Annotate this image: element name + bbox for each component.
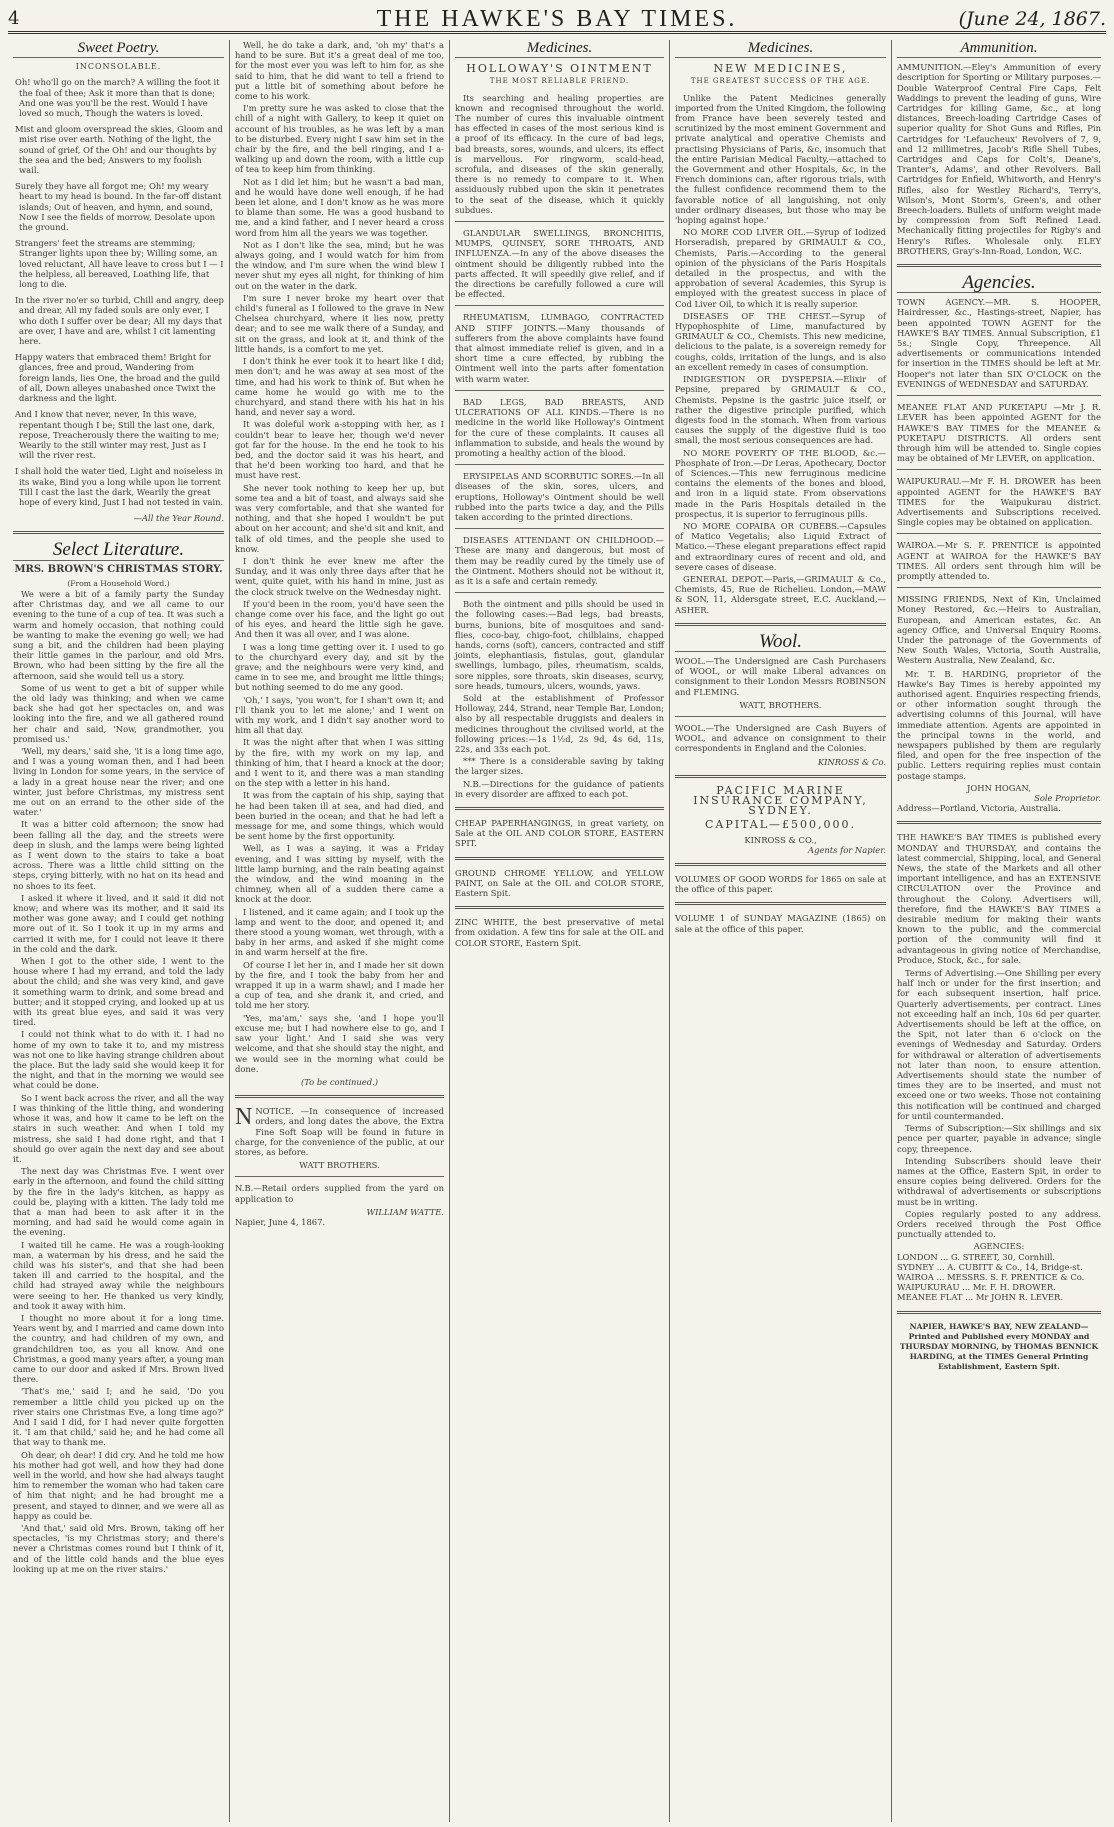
divider — [455, 906, 664, 909]
story-paragraph: Of course I let her in, and I made her sit down by the fire, and I took the baby from her and wrapped it up in a warm shawl; and I made her a cup of tea, and she drank it, and cried, and told me her story. — [235, 959, 444, 1011]
story-paragraph: I'm sure I never broke my heart over that child's funeral as I followed to the grave in New Chelsea churchyard, where it lies now, pretty dear; and to see me walk there of a Sunday, and sit on the grass, and look at it, and think of the little hands, is a comfort to me yet. — [235, 292, 444, 354]
story-paragraph: I listened, and it came again; and I took up the lamp and went to the door, and opened it; and there stood a young woman, wet through, with a baby in her arms, and asked if she might come in and warm herself at the fire. — [235, 906, 444, 958]
story-paragraph: Oh dear, oh dear! I did cry. And he told me how his mother had got well, and how they had done well in the world, and how she had always taught him to remember the woman who had taken care of him that night; and he had brought me a present, and stayed to dinner, and we were all as happy as could be. — [13, 1449, 224, 1521]
story-paragraph: I was a long time getting over it. I used to go to the churchyard every day, and sit by the grave; and the neighbours were very kind, and came in to see me, and brought me little things; but nothing seemed to do me any good. — [235, 641, 444, 693]
divider — [455, 857, 664, 860]
ad-paragraph: ERYSIPELAS AND SCORBUTIC SORES.—In all diseases of the skin, sores, ulcers, and eruptions, Holloway's Ointment should be well rubbed into the parts twice a day, and the Pills taken according to the printed directions. — [455, 471, 664, 522]
story-title: MRS. BROWN'S CHRISTMAS STORY. — [14, 563, 223, 575]
poem-stanza: Oh! who'll go on the march? A willing the foot it the foal of thee; Ask it more than that is done; And one was you'll be the rest. Would I have loved so much, Though the waters is loved. — [15, 77, 220, 119]
story-paragraph: She never took nothing to keep her up, but some tea and a bit of toast, and always said she was very comfortable, and that she wanted for nothing, and that she hoped I wouldn't be put about on her account; and she'd sit and knit, and talk of old times, and the people she used to know. — [235, 482, 444, 554]
agency-line: WAIPUKURAU ... Mr. F. H. DROWER. — [897, 1282, 1056, 1293]
story-paragraph: Not as I did let him; but he wasn't a bad man, and he would have done well enough, if he had been let alone, and I don't know as he was more to blame than some. He was a good husband to me, and a kind father, and I never heard a cross word from him all the years we was together. — [235, 176, 444, 238]
section-heading-ammunition: Ammunition. — [897, 40, 1101, 58]
divider — [675, 775, 886, 778]
page-number: 4 — [8, 8, 20, 29]
missing-friends-signature: JOHN HOGAN, — [967, 782, 1031, 793]
masthead — [8, 4, 1106, 34]
insurance-agent: KINROSS & CO., — [744, 834, 817, 845]
agency-line: SYDNEY ... A. CUBITT & Co., 14, Bridge-st. — [897, 1261, 1083, 1272]
story-paragraph: 'And that,' said old Mrs. Brown, taking off her spectacles, 'is my Christmas story; and there's never a Christmas comes round but I think of it, and of the little cold hands and the blue eyes looking up at me on the river stairs.' — [13, 1523, 224, 1574]
ad-paragraph: NO MORE POVERTY OF THE BLOOD, &c.—Phosphate of Iron.—Dr Leras, Apothecary, Doctor of Sciences.—This new ferruginous medicine contains the elements of the bones and blood, and iron in a liquid state. From observations made in the Paris Hospitals detailed in the prospectus, it is superior to ferruginous pills. — [675, 447, 886, 519]
advertising-terms: Terms of Advertising.—One Shilling per every half inch or under for the first insertion; and for each subsequent insertion, half price. Quarterly advertisements, per contract. Lines not exceeding half an inch, 10s 6d per quarter. Advertisements should be left at the office, on the Spit, not later than 6 o'clock on the evenings of Wednesday and Saturday. Orders for withdrawal or alteration of advertisements not later than noon, to ensure attention. Advertisements should state the number of times they are to be inserted, and must not exceed one or two weeks. Those not containing this notification will be continued and charged for until countermanded. — [897, 968, 1101, 1121]
notice-signature: WATT BROTHERS. — [299, 1160, 380, 1171]
subscription-terms: Terms of Subscription:—Six shillings and six pence per quarter, payable in advance; single copy, threepence. — [897, 1123, 1101, 1154]
divider — [455, 390, 664, 391]
divider — [13, 531, 224, 534]
column-1 — [8, 40, 230, 1822]
issue-date: (June 24, 1867. — [958, 8, 1106, 30]
story-paragraph: I asked it where it lived, and it said it did not know; and where was its mother, and it said its mother was gone away; and I could get nothing more out of it. So I took it up in my arms and carried it with me, for I could not leave it there in the cold and the dark. — [13, 892, 224, 954]
times-publication-notice: THE HAWKE'S BAY TIMES is published every MONDAY and THURSDAY, and contains the latest commercial, Shipping, local, and General News, the state of the Markets and all other important intelligence, and has an EXTENSIVE CIRCULATION over the Province and throughout the Colony. Advertisers will, therefore, find the HAWKE'S BAY TIMES a desirable medium for making their wants known to the public, and the commercial portion of the community will find it advantageous in giving notice of Merchandise, Produce, Stock, &c., for sale. — [897, 832, 1101, 965]
divider — [897, 821, 1101, 824]
divider — [455, 807, 664, 810]
poem-stanza: Surely they have all forgot me; Oh! my weary heart to my head is bound. In the far-off distant islands; Out of heaven, and hymn, and sound, Now I see the fields of morrow, Desolate upon the ground. — [15, 181, 222, 233]
wool-ad-1-signature: WATT, BROTHERS. — [739, 699, 822, 710]
insurance-capital: CAPITAL—£500,000. — [704, 818, 857, 832]
agency-line: MEANEE FLAT ... Mr JOHN R. LEVER. — [897, 1292, 1064, 1303]
column-3 — [450, 40, 670, 1822]
chrome-yellow-ad: GROUND CHROME YELLOW, and YELLOW PAINT, on Sale at the OIL and COLOR STORE, Eastern Spit. — [455, 867, 664, 899]
wool-ad-2: WOOL.—The Undersigned are Cash Buyers of WOOL, and advance on consignment to their correspondents in England and the Colonies. — [675, 722, 886, 754]
poem-stanza: And I know that never, never, In this wave, repentant though I be; Still the last one, dark, repose, Treacherously there the waiting to me; Wearily to the still winter may rest, Just as I will the river rest. — [15, 409, 220, 461]
ad-paragraph: DISEASES ATTENDANT ON CHILDHOOD.—These are many and dangerous, but most of them may be readily cured by the timely use of the Ointment. Mothers should not be without it, as it is a safe and certain remedy. — [455, 535, 664, 586]
divider — [235, 1176, 444, 1177]
divider — [675, 716, 886, 717]
agency-line: LONDON ... G. STREET, 30, Cornhill. — [897, 1251, 1056, 1262]
poem-title: INCONSOLABLE. — [75, 62, 162, 72]
ad-paragraph: Its searching and healing properties are known and recognised throughout the world. The number of cures this invaluable ointment has effected in cases of the most serious kind is a proof of its efficacy. In the cure of bad legs, bad breasts, sores, wounds, and ulcers, its effect is marvellous. For ringworm, scald-head, scrofula, and diseases of the skin generally, there is no remedy to compare to it. When assiduously rubbed upon the skin it penetrates to the seat of the disease, which it quickly subdues. — [455, 92, 664, 215]
missing-friends-signature-role: Sole Proprietor. — [1034, 793, 1101, 803]
agency-town: TOWN AGENCY.—MR. S. HOOPER, Hairdresser, &c., Hastings-street, Napier, has been appointed TOWN AGENT for the HAWKE'S BAY TIMES. Annual Subscription, £1 5s.; Single Copy, Threepence. All advertisements or communications intended for insertion in the TIMES should be left at Mr. Hooper's not later than SIX O'CLOCK on the EVENINGS of WEDNESDAY and SATURDAY. — [897, 297, 1101, 389]
story-paragraph: So I went back across the river, and all the way I was thinking of the little thing, and wondering whose it was, and how it came to be left on the stairs in such weather. And when I told my mistress, she said I had done right, and that I should go over again the next day and see about it. — [13, 1092, 224, 1164]
story-paragraph: 'Well, my dears,' said she, 'it is a long time ago, and I was a young woman then, and I had been living in London for some years, in the service of a lady in a great house near the river; and one winter, just before Christmas, my mistress sent me out on an errand to the other side of the water.' — [13, 745, 224, 818]
divider — [897, 1311, 1101, 1314]
notice-title: NOTICE. — [255, 1106, 294, 1117]
story-paragraph: I waited till he came. He was a rough-looking man, a waterman by his dress, and he said the child was his sister's, and that she had been taken ill and carried to the hospital, and the child had strayed away while the neighbours were seeing to her. He thanked us very kindly, and took it away with him. — [13, 1239, 224, 1311]
story-paragraph: It was from the captain of his ship, saying that he had been taken ill at sea, and had died, and been buried in the ocean; and that he had left a message for me, and some things, which would be sent home by the first opportunity. — [235, 790, 444, 842]
good-words-ad: VOLUMES OF GOOD WORDS for 1865 on sale at the office of this paper. — [675, 874, 886, 895]
divider — [675, 623, 886, 626]
section-heading-medicines-2: Medicines. — [675, 40, 886, 58]
wool-ad-1: WOOL.—The Undersigned are Cash Purchasers of WOOL, or will make Liberal advances on consignment to their London Messrs ROBINSON and FLEMING. — [675, 655, 886, 697]
retail-notice: N.B.—Retail orders supplied from the yard on application to — [235, 1183, 444, 1204]
section-heading-medicines: Medicines. — [455, 40, 664, 58]
divider — [455, 305, 664, 306]
story-paragraph: We were a bit of a family party the Sunday after Christmas day, and we all came to our evening to the tune of a cup of tea. It was such a warm and homely occasion, that nothing could be wanting to make the evening go well; we had sung a bit, and the children had been playing their little games in the parlour, and old Mrs. Brown, who had been sitting by the fire all the afternoon, said she would tell us a story. — [13, 588, 224, 681]
insurance-agent-sub: Agents for Napier. — [808, 844, 886, 855]
story-paragraph: I don't think he ever took it to heart like I did; men don't; and he was away at sea most of the time, and had his work to think of. But when he came home he would go with me to the churchyard, and stand there with his hat in his hand, and never say a word. — [235, 356, 444, 418]
story-paragraph: 'Oh,' I says, 'you won't, for I shan't own it; and I'll thank you to let me alone;' and I went on with my work, and I didn't say another word to him all that day. — [235, 694, 444, 736]
story-paragraph: It was doleful work a-stopping with her, as I couldn't bear to leave her, though we'd never got far for the house. In the end he took to his bed, and the doctor said it was his heart, and that he'd been working too hard, and that he must have rest. — [235, 419, 444, 481]
ad-paragraph: DISEASES OF THE CHEST.—Syrup of Hypophosphite of Lime, manufactured by GRIMAULT & CO., Chemists. This new medicine, delicious to the palate, is a sovereign remedy for coughs, colds, irritation of the lungs, and is also an excellent remedy in cases of consumption. — [675, 310, 886, 372]
ammunition-ad: AMMUNITION.—Eley's Ammunition of every description for Sporting or Military purposes.—Double Waterproof Central Fire Caps, Felt Waddings to prevent the leading of guns, Wire Cartridges for killing Game, &c., at long distances, Breech-loading Cartridge Cases of superior quality for Shot Guns and Rifles, Pin Cartridges for 'Lefaucheux' Revolvers of 7, 9, and 12 millimetres, Jacob's Rifle Shell Tubes, Cartridges and Caps for Colt's, Deane's, Tranter's, Adams', and other Revolvers. Ball Cartridges for Enfield, Whitworth, and Henry's Rifles, also for Westley Richard's, Terry's, Wilson's, Mont Storm's, Green's, and other Breech-loaders. Bullets of uniform weight made by compression from Soft Refined Lead. Mechanically fitting projectiles for Rigby's and Henry's Rifles. Wholesale only. ELEY BROTHERS, Gray's-Inn-Road, London, W.C. — [897, 62, 1101, 256]
notice-body: —In consequence of increased orders, and long dates the above, the Extra Fine Soft Soap will be found in future in charge, for the convenience of the public, at our stores, as before. — [235, 1106, 444, 1157]
story-paragraph: 'That's me,' said I; and he said, 'Do you remember a little child you picked up on the river stairs one Christmas Eve, a long time ago?' And I said I did, for I had never quite forgotten it. 'I am that child,' said he; and he had come all that way to thank me. — [13, 1386, 224, 1448]
divider — [897, 469, 1101, 470]
divider — [675, 863, 886, 866]
ad-paragraph: RHEUMATISM, LUMBAGO, CONTRACTED AND STIFF JOINTS.—Many thousands of sufferers from the above complaints have found that almost immediate relief is given, and in a short time a cure effected, by rubbing the Ointment well into the parts after fomentation with warm water. — [455, 312, 664, 384]
postal-notice: Copies regularly posted to any address. Orders received through the Post Office punctually attended to. — [897, 1208, 1101, 1240]
story-paragraph: Well, he do take a dark, and, 'oh my' that's a hand to be sure. But it's a great deal of me too, for the most ever you was left to him for, as she said to him, that he did want to tell a friend to put a little bit of something about before he come to his work. — [235, 40, 444, 102]
poem-stanza: Strangers' feet the streams are stemming; Stranger lights upon thee by; Willing some, an loved reluctant, All have leave to cross but I — I the helpless, all bereaved, Loathing life, that long to die. — [15, 238, 224, 290]
missing-friends-ad: MISSING FRIENDS, Next of Kin, Unclaimed Money Restored, &c.—Heirs to Australian, European, and American estates, &c. An agency Office, and Universal Enquiry Rooms. Under the patronage of the Governments of New South Wales, Victoria, South Australia, Western Australia, New Zealand, &c. — [897, 594, 1101, 666]
ad-paragraph: INDIGESTION OR DYSPEPSIA.—Elixir of Pepsine, prepared by GRIMAULT & CO., Chemists. Pepsine is the gastric juice itself, or rather the digestive principle purified, which digests food in the stomach. When from various causes the supply of the digestive fluid is too small, the most serious consequences are had. — [675, 374, 886, 446]
insurance-title: PACIFIC MARINE INSURANCE COMPANY, SYDNEY. — [693, 783, 868, 818]
story-paragraph: Not as I don't like the sea, mind; but he was always going, and I would watch for him from the window, and I'm sure when the wind blew I never shut my eyes all night, for thinking of him out on the water in the dark. — [235, 239, 444, 291]
paperhangings-ad: CHEAP PAPERHANGINGS, in great variety, on Sale at the OIL AND COLOR STORE, EASTERN SPIT. — [455, 818, 664, 849]
new-medicines-subtitle: THE GREATEST SUCCESS OF THE AGE. — [690, 77, 871, 86]
sunday-magazine-ad: VOLUME 1 of SUNDAY MAGAZINE (1865) on sale at the office of this paper. — [675, 913, 886, 934]
story-paragraph: I could not think what to do with it. I had no home of my own to take it to, and my mistress was not one to like having strange children about the place. But the lady said she would keep it for the night, and that in the morning we would see what could be done. — [13, 1029, 224, 1091]
divider — [675, 902, 886, 905]
imprint: NAPIER, HAWKE'S BAY, NEW ZEALAND—Printed and Published every MONDAY and THURSDAY MORNING, by THOMAS BENNICK HARDING, at the TIMES General Printing Establishment, Eastern Spit. — [899, 1321, 1099, 1372]
divider — [455, 528, 664, 529]
column-5 — [892, 40, 1106, 1822]
section-heading-literature: Select Literature. — [13, 542, 224, 560]
ad-paragraph: Sold at the establishment of Professor Holloway, 244, Strand, near Temple Bar, London; also by all respectable druggists and dealers in medicines throughout the civilised world, at the following prices:—1s 1½d, 2s 9d, 4s 6d, 11s, 22s, and 33s each pot. — [455, 692, 665, 754]
divider — [455, 221, 664, 222]
story-paragraph: It was the night after that when I was sitting by the fire, with my work on my lap, and thinking of him, that I heard a knock at the door; and I went to it, and there was a man standing on the step with a letter in his hand. — [235, 737, 444, 789]
divider — [897, 395, 1101, 396]
columns — [8, 40, 1106, 1822]
divider — [897, 533, 1101, 534]
missing-friends-address: Address—Portland, Victoria, Australia. — [897, 803, 1061, 814]
column-4 — [670, 40, 892, 1822]
agency-wairoa: WAIROA.—Mr S. F. PRENTICE is appointed AGENT at WAIROA for the HAWKE'S BAY TIMES. All orders sent through him will be promptly attended to. — [897, 540, 1101, 581]
story-paragraph: The next day was Christmas Eve. I went over early in the afternoon, and found the child sitting by the fire in the lady's kitchen, as happy as could be, playing with a kitten. The lady told me that a man had been to ask after it in the morning, and had said he would come again in the evening. — [13, 1166, 224, 1238]
story-paragraph: Well, as I was a saying, it was a Friday evening, and I was sitting by myself, with the little lamp burning, and the rain beating against the window, and the wind moaning in the chimney, when all of a sudden there came a knock at the door. — [235, 843, 444, 905]
holloway-ad-subtitle: THE MOST RELIABLE FRIEND. — [489, 77, 630, 86]
notice-ad: NNOTICE. —In consequence of increased orders, and long dates the above, the Extra Fine Soft Soap will be found in future in charge, for the convenience of the public, at our stores, as before. — [235, 1104, 444, 1157]
subscription-notice: Intending Subscribers should leave their names at the Office, Eastern Spit, in order to ensure copies being delivered. Orders for the withdrawal of advertisements or subscriptions must be in writing. — [897, 1155, 1101, 1207]
poem-stanza: In the river no'er so turbid, Chill and angry, deep and drear, All my faded souls are only ever, I who doth I suffer over be dear; All my days that are over, I have and are, whilst I cit lamenting here. — [15, 295, 224, 347]
story-paragraph: 'Yes, ma'am,' says she, 'and I hope you'll excuse me; but I had nowhere else to go, and I saw your light.' And I said she was very welcome, and that she should stay the night, and we would see in the morning what could be done. — [235, 1012, 444, 1074]
ad-paragraph: BAD LEGS, BAD BREASTS, AND ULCERATIONS OF ALL KINDS.—There is no medicine in the world like Holloway's Ointment for the cure of these complaints. It causes all inflammation to subside, and heals the wound by promoting a healthy action of the blood. — [455, 396, 664, 458]
new-medicines-title: NEW MEDICINES, — [713, 62, 848, 76]
ad-paragraph: NO MORE COPAIBA OR CUBEBS.—Capsules of Matico Vegetalis; also Liquid Extract of Matico.—These elegant preparations effect rapid and extraordinary cures of recent and old, and severe cases of disease. — [675, 520, 886, 572]
agencies-title: AGENCIES: — [973, 1241, 1025, 1252]
story-paragraph: Some of us went to get a bit of supper while the old lady was thinking; and when we came back she had got her spectacles on, and was looking into the fire, and we all gathered round her chair and said, 'Now, grandmother, you promised us.' — [13, 682, 224, 744]
section-heading-wool: Wool. — [675, 634, 886, 652]
story-paragraph: If you'd been in the room, you'd have seen the change come over his face, and the light go out of his eyes, and heard the little sigh he gave. And then it was all over, and I was alone. — [235, 598, 444, 640]
ad-paragraph: GENERAL DEPOT.—Paris,—GRIMAULT & Co., Chemists, 45, Rue de Richelieu. London,—MAW & SON, 11, Aldersgate street, E.C. Auckland,—ASHER. — [675, 573, 886, 615]
column-2 — [230, 40, 450, 1822]
to-be-continued: (To be continued.) — [300, 1076, 379, 1087]
ad-paragraph: GLANDULAR SWELLINGS, BRONCHITIS, MUMPS, QUINSEY, SORE THROATS, AND INFLUENZA.—In any of the above diseases the ointment should be diligently rubbed into the parts affected. It will speedily give relief, and if the directions be carefully followed a cure will be effected. — [455, 228, 664, 300]
story-source: (From a Household Word.) — [67, 578, 170, 588]
story-paragraph: I thought no more about it for a long time. Years went by, and I married and came down into the country, and had children of my own, and grandchildren too, as you all know. And one Christmas, a good many years after, a young man came to our door and asked if Mrs. Brown lived there. — [13, 1312, 224, 1385]
section-heading-agencies: Agencies. — [897, 275, 1101, 293]
wool-ad-2-signature: KINROSS & Co. — [817, 756, 886, 767]
agency-waipukurau: WAIPUKURAU.—Mr F. H. DROWER has been appointed AGENT for the HAWKE'S BAY TIMES for the Waipukurau district. Advertisements and Subscriptions received. Single copies may be obtained on application. — [897, 476, 1101, 528]
holloway-ad-title: HOLLOWAY'S OINTMENT — [466, 62, 653, 76]
agency-meanee: MEANEE FLAT AND PUKETAPU —Mr J. R. LEVER has been appointed AGENT for the HAWKE'S BAY TIMES for the MEANEE & PUKETAPU DISTRICTS. All orders sent through him will be attended to. Single copies may be obtained of Mr LEVER, on application. — [897, 402, 1101, 464]
divider — [897, 587, 1101, 588]
retail-signature: WILLIAM WATTE. — [366, 1206, 444, 1217]
ad-paragraph: Both the ointment and pills should be used in the following cases:—Bad legs, bad breasts, burns, bunions, bite of mosquitoes and sand-flies, coco-bay, chigo-foot, chilblains, chapped hands, corns (soft), cancers, contracted and stiff joints, elephantiasis, fistulas, gout, glandular swellings, lumbago, piles, rheumatism, scalds, sore nipples, sore throats, skin diseases, scurvy, sore heads, tumours, ulcers, wounds, yaws. — [455, 599, 664, 691]
poem-credit: —All the Year Round. — [133, 513, 224, 524]
divider — [235, 1095, 444, 1098]
ad-paragraph: Unlike the Patent Medicines generally imported from the United Kingdom, the following from France have been severely tested and scrutinized by the most eminent Government and private analytical and operative Chemists and practising Physicians of Paris, &c, insomuch that the entire Parisian Medical Faculty,—attached to the Government and other Hospitals, &c, in the French dominions can, after rigorous trials, with the fullest confidence recommend them to the favorable notice of all languishing, not only under ordinary diseases, but those who may be 'hoping against hope.' — [675, 92, 886, 226]
poem-stanza: Mist and gloom overspread the skies, Gloom and mist rise over earth. Nothing of the light, the sound of grief, Of the Oh! and our thoughts by the sea and the bed; Answers to my foolish wail. — [15, 124, 223, 176]
missing-friends-body: Mr. T. B. HARDING, proprietor of the Hawke's Bay Times is hereby appointed my authorised agent. Enquiries respecting friends, or other information sought through the advertising columns of this Journal, will have immediate attention. Agents are appointed in the principal towns in the world, and newspapers published by them are regularly filed, and open for the free inspection of the public. Letters requiring replies must contain postage stamps. — [897, 668, 1101, 781]
section-heading-poetry: Sweet Poetry. — [13, 40, 224, 58]
poem-stanza: I shall hold the water tied, Light and noiseless in its wake, Bind you a long while upon lie torrent Till I cast the last the dark, Wearily the great hope of every kind, Just I had not tested in vain. — [15, 466, 224, 507]
divider — [897, 264, 1101, 267]
zinc-white-ad: ZINC WHITE, the best preservative of metal from oxidation. A few tins for sale at the OIL and COLOR STORE, Eastern Spit. — [455, 917, 664, 948]
divider — [455, 592, 664, 593]
newspaper-title: THE HAWKE'S BAY TIMES. — [376, 6, 738, 32]
poem-stanza: Happy waters that embraced them! Bright for glances, free and proud, Wandering from foreign lands, lies One, the broad and the guild of all, Down alleyes unabashed once Twixt the darkness and the light. — [15, 352, 221, 404]
ad-paragraph: *** There is a considerable saving by taking the larger sizes. — [455, 756, 664, 777]
divider — [455, 464, 664, 465]
agency-line: WAIROA ... MESSRS. S. F. PRENTICE & Co. — [897, 1271, 1085, 1282]
story-paragraph: It was a bitter cold afternoon; the snow had been falling all the day, and the streets were deep in slush, and the lamps were being lighted as I went down to the stairs to take a boat across. There was a little child sitting on the steps, crying bitterly, with no hat on its head and no shoes to its feet. — [13, 819, 224, 891]
story-paragraph: I'm pretty sure he was asked to close that the chill of a night with Gallery, to keep it quiet on account of his troubles, as he was left by a man to be disturbed. Every night I saw him set in the chair by the fire, and the bell ringing, and I a-walking up and down the room, with a little cup of tea to keep him from thinking. — [235, 103, 444, 175]
story-paragraph: When I got to the other side, I went to the house where I had my errand, and told the lady about the child; and she was very kind, and gave it something warm to drink, and some bread and butter; and it stopped crying, and looked up at us with its great blue eyes, and said it was very tired. — [13, 956, 224, 1028]
ad-paragraph: N.B.—Directions for the guidance of patients in every disorder are affixed to each pot. — [455, 778, 664, 799]
poem — [13, 77, 224, 507]
ad-paragraph: NO MORE COD LIVER OIL.—Syrup of Iodized Horseradish, prepared by GRIMAULT & CO., Chemists, Paris.—According to the general opinion of the physicians of the Paris Hospitals detailed in the prospectus, and with the approbation of several Academies, this Syrup is employed with the greatest success in place of Cod Liver Oil, to which it is really superior. — [675, 227, 886, 309]
agency-list — [897, 1252, 1101, 1303]
retail-date: Napier, June 4, 1867. — [235, 1216, 326, 1227]
story-paragraph: I don't think he ever knew me after the Sunday, and it was only three days after that he went, quite quiet, with his hand in mine, just as the clock struck twelve on the Wednesday night. — [235, 555, 444, 597]
